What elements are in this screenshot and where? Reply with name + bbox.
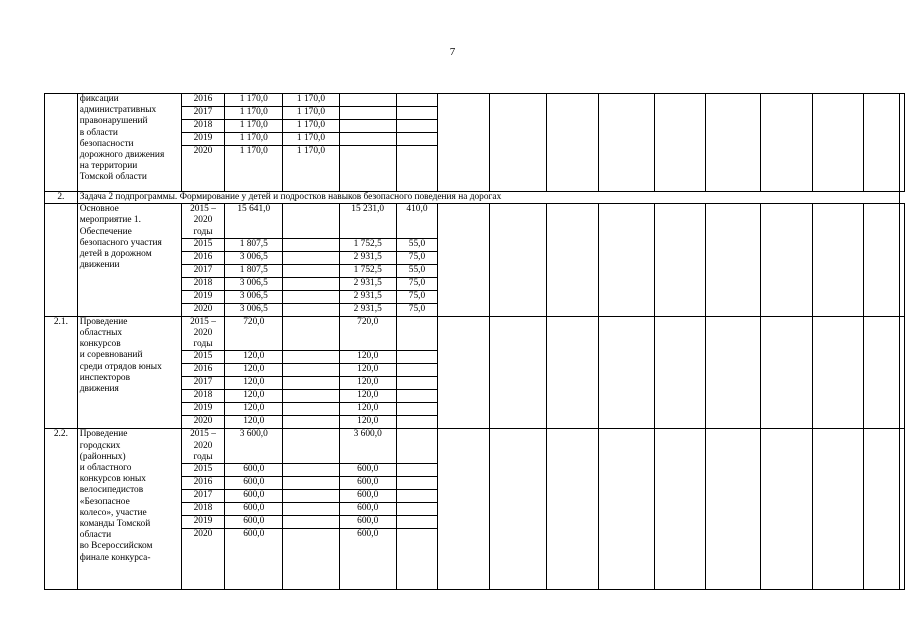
item-number — [45, 204, 78, 317]
empty-cell — [654, 316, 705, 429]
local-cell — [396, 107, 438, 120]
period-cell: 2015 — [181, 238, 225, 251]
row-number: 2. — [45, 192, 78, 204]
regional-cell: 600,0 — [339, 477, 396, 490]
total-cell: 600,0 — [225, 464, 283, 477]
task-title: Задача 2 подпрограммы. Формирование у детей и подростков навыков безопасного поведения на дорогах — [77, 192, 899, 204]
period-cell: 2020 — [181, 529, 225, 590]
empty-cell — [599, 429, 654, 590]
regional-cell: 600,0 — [339, 529, 396, 590]
empty-cell — [864, 204, 900, 317]
empty-cell — [760, 94, 812, 192]
total-cell: 120,0 — [225, 377, 283, 390]
local-cell — [396, 390, 438, 403]
local-cell — [396, 133, 438, 146]
total-cell: 3 006,5 — [225, 251, 283, 264]
total-cell: 3 600,0 — [225, 429, 283, 464]
table-row — [45, 204, 905, 239]
period-cell: 2019 — [181, 403, 225, 416]
federal-cell — [283, 416, 340, 429]
total-cell: 120,0 — [225, 364, 283, 377]
task-row — [45, 192, 905, 204]
total-cell: 15 641,0 — [225, 204, 283, 239]
regional-cell: 600,0 — [339, 516, 396, 529]
period-cell: 2015 — [181, 351, 225, 364]
empty-cell — [489, 204, 546, 317]
total-cell: 600,0 — [225, 477, 283, 490]
federal-cell — [283, 377, 340, 390]
local-cell: 410,0 — [396, 204, 438, 239]
federal-cell — [283, 351, 340, 364]
federal-cell — [283, 529, 340, 590]
federal-cell — [283, 290, 340, 303]
empty-cell — [547, 316, 599, 429]
total-cell: 120,0 — [225, 403, 283, 416]
empty-cell — [900, 316, 905, 429]
regional-cell: 3 600,0 — [339, 429, 396, 464]
local-cell: 75,0 — [396, 290, 438, 303]
total-cell: 120,0 — [225, 390, 283, 403]
federal-cell — [283, 390, 340, 403]
federal-cell — [283, 464, 340, 477]
empty-cell — [489, 429, 546, 590]
empty-cell — [599, 204, 654, 317]
federal-cell — [283, 490, 340, 503]
empty-cell — [760, 429, 812, 590]
table-row — [45, 316, 905, 351]
regional-cell: 1 752,5 — [339, 264, 396, 277]
empty-cell — [438, 204, 489, 317]
total-cell: 1 170,0 — [225, 120, 283, 133]
empty-cell — [900, 429, 905, 590]
period-cell: 2019 — [181, 516, 225, 529]
period-cell: 2015 – 2020 годы — [181, 204, 225, 239]
regional-cell — [339, 107, 396, 120]
local-cell: 75,0 — [396, 303, 438, 316]
local-cell — [396, 316, 438, 351]
local-cell — [396, 503, 438, 516]
period-cell: 2016 — [181, 251, 225, 264]
local-cell — [396, 477, 438, 490]
federal-cell: 1 170,0 — [283, 146, 340, 192]
empty-cell — [900, 204, 905, 317]
empty-cell — [438, 429, 489, 590]
empty-cell — [654, 94, 705, 192]
table-row — [45, 94, 905, 107]
empty-cell — [760, 204, 812, 317]
empty-cell — [547, 94, 599, 192]
regional-cell — [339, 146, 396, 192]
total-cell: 720,0 — [225, 316, 283, 351]
period-cell: 2016 — [181, 364, 225, 377]
period-cell: 2017 — [181, 490, 225, 503]
empty-cell — [706, 204, 760, 317]
table-row — [45, 429, 905, 464]
program-table — [44, 93, 905, 590]
page-number: 7 — [449, 46, 456, 58]
empty-cell — [438, 316, 489, 429]
empty-cell — [864, 94, 900, 192]
empty-cell — [599, 94, 654, 192]
empty-cell — [812, 94, 863, 192]
period-cell: 2018 — [181, 390, 225, 403]
regional-cell: 120,0 — [339, 403, 396, 416]
total-cell: 1 807,5 — [225, 264, 283, 277]
local-cell — [396, 516, 438, 529]
local-cell: 75,0 — [396, 251, 438, 264]
period-cell: 2017 — [181, 377, 225, 390]
regional-cell: 120,0 — [339, 416, 396, 429]
local-cell — [396, 120, 438, 133]
period-cell: 2018 — [181, 120, 225, 133]
total-cell: 600,0 — [225, 490, 283, 503]
period-cell: 2016 — [181, 477, 225, 490]
period-cell: 2020 — [181, 416, 225, 429]
empty-cell — [654, 429, 705, 590]
local-cell: 55,0 — [396, 238, 438, 251]
empty-cell — [654, 204, 705, 317]
regional-cell: 15 231,0 — [339, 204, 396, 239]
empty-cell — [900, 94, 905, 192]
total-cell: 1 170,0 — [225, 107, 283, 120]
total-cell: 120,0 — [225, 416, 283, 429]
item-number: 2.2. — [45, 429, 78, 590]
empty-cell — [812, 429, 863, 590]
local-cell — [396, 146, 438, 192]
period-cell: 2017 — [181, 264, 225, 277]
total-cell: 1 170,0 — [225, 94, 283, 107]
total-cell: 3 006,5 — [225, 277, 283, 290]
empty-cell — [706, 94, 760, 192]
regional-cell: 120,0 — [339, 377, 396, 390]
federal-cell: 1 170,0 — [283, 120, 340, 133]
regional-cell: 600,0 — [339, 464, 396, 477]
regional-cell: 120,0 — [339, 364, 396, 377]
empty-cell — [547, 429, 599, 590]
period-cell: 2015 – 2020 годы — [181, 429, 225, 464]
empty-cell — [864, 429, 900, 590]
total-cell: 1 170,0 — [225, 146, 283, 192]
period-cell: 2015 — [181, 464, 225, 477]
empty-cell — [547, 204, 599, 317]
federal-cell — [283, 364, 340, 377]
total-cell: 3 006,5 — [225, 303, 283, 316]
item-number: 2.1. — [45, 316, 78, 429]
total-cell: 3 006,5 — [225, 290, 283, 303]
total-cell: 600,0 — [225, 529, 283, 590]
empty-cell — [489, 94, 546, 192]
regional-cell: 600,0 — [339, 503, 396, 516]
regional-cell: 600,0 — [339, 490, 396, 503]
regional-cell: 720,0 — [339, 316, 396, 351]
regional-cell: 120,0 — [339, 390, 396, 403]
period-cell: 2015 – 2020 годы — [181, 316, 225, 351]
federal-cell — [283, 316, 340, 351]
local-cell — [396, 351, 438, 364]
total-cell: 120,0 — [225, 351, 283, 364]
item-name: фиксации административных правонарушений в области безопасности дорожного движения на территории Томской области — [77, 94, 181, 192]
item-name: Проведение областных конкурсов и соревнований среди отрядов юных инспекторов движения — [77, 316, 181, 429]
empty-cell — [706, 429, 760, 590]
federal-cell — [283, 238, 340, 251]
regional-cell: 2 931,5 — [339, 251, 396, 264]
regional-cell — [339, 94, 396, 107]
item-name: Основное мероприятие 1. Обеспечение безопасного участия детей в дорожном движении — [77, 204, 181, 317]
local-cell — [396, 416, 438, 429]
item-name: Проведение городских (районных) и областного конкурсов юных велосипедистов «Безопасное колесо», участие команды Томской области во Всероссийском финале конкурса- — [77, 429, 181, 590]
federal-cell — [283, 264, 340, 277]
federal-cell: 1 170,0 — [283, 94, 340, 107]
federal-cell — [283, 204, 340, 239]
local-cell: 75,0 — [396, 277, 438, 290]
local-cell — [396, 377, 438, 390]
federal-cell — [283, 277, 340, 290]
federal-cell — [283, 429, 340, 464]
local-cell — [396, 464, 438, 477]
local-cell — [396, 529, 438, 590]
regional-cell: 120,0 — [339, 351, 396, 364]
table-body — [45, 94, 905, 590]
period-cell: 2019 — [181, 133, 225, 146]
local-cell — [396, 94, 438, 107]
local-cell: 55,0 — [396, 264, 438, 277]
period-cell: 2019 — [181, 290, 225, 303]
regional-cell — [339, 120, 396, 133]
total-cell: 600,0 — [225, 516, 283, 529]
regional-cell: 2 931,5 — [339, 303, 396, 316]
local-cell — [396, 429, 438, 464]
empty-cell — [489, 316, 546, 429]
federal-cell — [283, 516, 340, 529]
empty-cell — [438, 94, 489, 192]
period-cell: 2017 — [181, 107, 225, 120]
total-cell: 600,0 — [225, 503, 283, 516]
local-cell — [396, 364, 438, 377]
period-cell: 2018 — [181, 277, 225, 290]
federal-cell: 1 170,0 — [283, 133, 340, 146]
empty-cell — [706, 316, 760, 429]
federal-cell: 1 170,0 — [283, 107, 340, 120]
empty-cell — [864, 316, 900, 429]
federal-cell — [283, 477, 340, 490]
regional-cell: 2 931,5 — [339, 277, 396, 290]
period-cell: 2020 — [181, 146, 225, 192]
item-number — [45, 94, 78, 192]
period-cell: 2016 — [181, 94, 225, 107]
period-cell: 2020 — [181, 303, 225, 316]
local-cell — [396, 403, 438, 416]
federal-cell — [283, 251, 340, 264]
regional-cell: 2 931,5 — [339, 290, 396, 303]
regional-cell — [339, 133, 396, 146]
empty-cell — [812, 204, 863, 317]
total-cell: 1 807,5 — [225, 238, 283, 251]
period-cell: 2018 — [181, 503, 225, 516]
federal-cell — [283, 503, 340, 516]
empty-cell — [599, 316, 654, 429]
regional-cell: 1 752,5 — [339, 238, 396, 251]
empty-cell — [812, 316, 863, 429]
local-cell — [396, 490, 438, 503]
empty-cell — [760, 316, 812, 429]
total-cell: 1 170,0 — [225, 133, 283, 146]
federal-cell — [283, 403, 340, 416]
federal-cell — [283, 303, 340, 316]
